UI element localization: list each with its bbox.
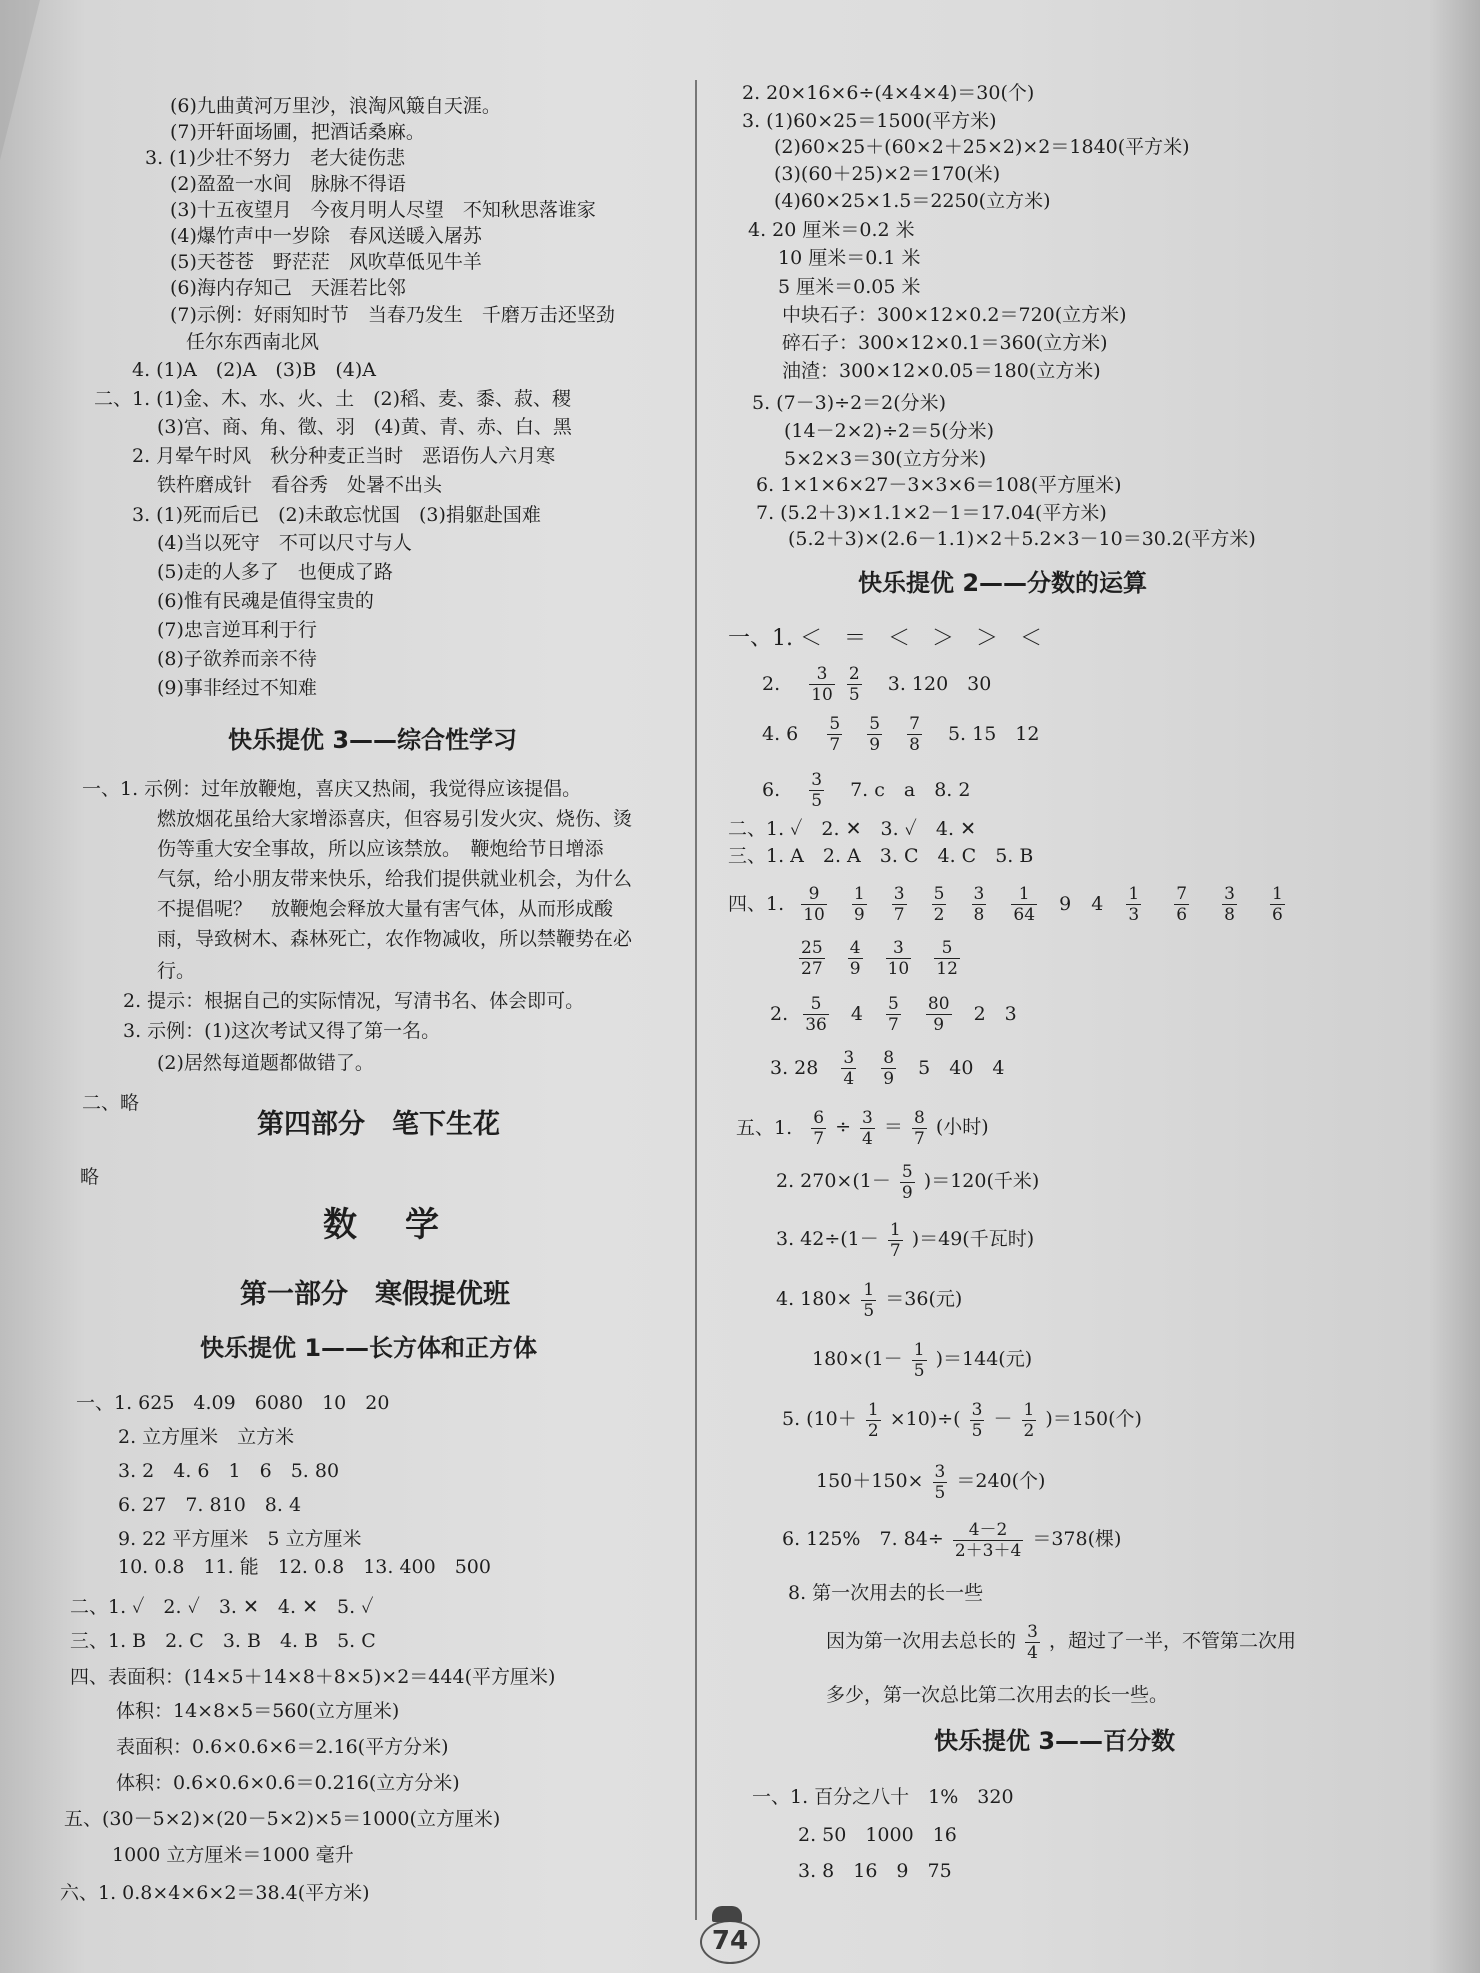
text-fragment: 5. (10＋ [782,1408,857,1430]
page-edge [1430,0,1480,1973]
fraction: $\frac{5}{7}$ [888,993,899,1035]
text-fragment: 7. c a 8. 2 [850,779,971,801]
fraction: $\frac{1}{7}$ [889,1219,901,1261]
fraction: $\frac{1}{2}$ [1023,1399,1035,1441]
text-fragment: 因为第一次用去总长的 [826,1630,1017,1652]
text-line: 5 厘米＝0.05 米 [778,276,921,298]
text-line: 3. 8 16 9 75 [798,1860,952,1882]
text-fragment: )＝49(千瓦时) [911,1228,1035,1250]
text-line: 五、(30－5×2)×(20－5×2)×5＝1000(立方厘米) [64,1808,501,1830]
fraction: $\frac{1}{5}$ [913,1339,925,1381]
text-fragment: 4 [1091,893,1104,915]
item-label: 6. [762,779,781,801]
text-line: (2)盈盈一水间 脉脉不得语 [170,173,406,195]
part-heading: 第四部分 笔下生花 [257,1109,500,1140]
text-line: (4)当以死守 不可以尺寸与人 [157,532,412,554]
text-line: (6)九曲黄河万里沙，浪淘风簸自天涯。 [170,95,501,117]
fraction: $\frac{6}{7}$ [813,1107,825,1149]
text-line: 燃放烟花虽给大家增添喜庆，但容易引发火灾、烧伤、烫 [157,808,633,830]
fraction: $\frac{1}{3}$ [1128,883,1140,925]
text-line: 二、1. ✓ 2. ✕ 3. ✓ 4. ✕ [728,818,977,840]
text-line: 3. (1)60×25＝1500(平方米) [742,110,997,132]
section-heading: 快乐提优 2——分数的运算 [858,569,1148,597]
fraction: $\frac{1}{6}$ [1271,883,1283,925]
fraction: $\frac{2}{5}$ [848,663,860,705]
section-heading: 快乐提优 3——百分数 [934,1727,1176,1755]
fraction: $\frac{3}{4}$ [862,1107,873,1149]
fraction: $\frac{1}{9}$ [853,883,865,925]
text-line: (2)60×25＋(60×2＋25×2)×2＝1840(平方米) [774,136,1190,158]
text-line: 3. 2 4. 6 1 6 5. 80 [118,1460,340,1482]
text-fragment: 5 40 4 [918,1057,1005,1079]
fraction: $\frac{1}{5}$ [863,1279,875,1321]
text-line: 行。 [157,960,196,982]
text-fragment: 4. 180× [776,1288,853,1310]
text-line: 一、1. 示例：过年放鞭炮，喜庆又热闹，我觉得应该提倡。 [82,778,582,800]
part-heading: 第一部分 寒假提优班 [240,1279,510,1310]
fraction: $\frac{5}{36}$ [805,993,827,1035]
text-line: 4. (1)A (2)A (3)B (4)A [132,359,376,381]
text-line: (2)居然每道题都做错了。 [157,1052,374,1074]
text-line: 不提倡呢？ 放鞭炮会释放大量有害气体，从而形成酸 [157,898,614,920]
fraction: $\frac{25}{27}$ [801,937,823,979]
fraction-line [796,934,963,980]
fraction: $\frac{3}{5}$ [934,1461,946,1503]
text-line: (5)天苍苍 野茫茫 风吹草低见牛羊 [170,251,482,273]
fraction: $\frac{5}{7}$ [829,713,841,755]
text-line: 一、1. ＜ ＝ ＜ ＞ ＞ ＜ [728,626,1042,651]
item-label: 2. [770,1003,789,1025]
text-line: 三、1. A 2. A 3. C 4. C 5. B [728,845,1034,867]
fraction: $\frac{5}{9}$ [901,1161,913,1203]
text-line: 略 [80,1166,100,1188]
text-line: 2. 立方厘米 立方米 [118,1426,295,1448]
text-fragment: ＝378(棵) [1032,1528,1122,1550]
text-fragment: 2 3 [973,1003,1017,1025]
text-fragment: (小时) [935,1116,989,1138]
text-fragment: 6. 125% 7. 84÷ [782,1528,944,1550]
text-fragment: 4 [850,1003,863,1025]
text-line: 体积：14×8×5＝560(立方厘米) [116,1700,400,1722]
text-fragment: 5. 15 12 [947,723,1040,745]
text-line: (8)子欲养而亲不待 [157,648,317,670]
text-line: 10 厘米＝0.1 米 [778,247,921,269]
text-line: 气氛，给小朋友带来快乐，给我们提供就业机会，为什么 [157,868,633,890]
text-line: 体积：0.6×0.6×0.6＝0.216(立方分米) [116,1772,460,1794]
fraction: $\frac{4-2}{2+3+4}$ [954,1519,1022,1561]
text-fragment: 3. 120 30 [887,673,992,695]
fraction-line [728,880,1288,927]
text-line: 四、表面积：(14×5＋14×8＋8×5)×2＝444(平方厘米) [70,1666,556,1688]
text-line: 9. 22 平方厘米 5 立方厘米 [118,1528,362,1550]
text-line: (4)60×25×1.5＝2250(立方米) [774,190,1051,212]
fraction: $\frac{7}{6}$ [1176,883,1188,925]
text-line: 3. 示例：(1)这次考试又得了第一名。 [123,1020,441,1042]
operator: ÷ [835,1116,851,1138]
fraction: $\frac{3}{4}$ [1027,1621,1038,1663]
text-fragment: )＝144(元) [935,1348,1033,1370]
item-label: 四、1. [728,893,785,915]
text-line: (6)海内存知己 天涯若比邻 [170,277,406,299]
text-line: 2. 提示：根据自己的实际情况，写清书名、体会即可。 [123,990,585,1012]
text-fragment: ×10)÷( [889,1408,961,1430]
text-line: 3. (1)少壮不努力 老大徒伤悲 [145,147,406,169]
text-line: 油渣：300×12×0.05＝180(立方米) [782,360,1101,382]
text-line: 伤等重大安全事故，所以应该禁放。 鞭炮给节日增添 [157,838,604,860]
fraction-line [762,766,990,813]
text-line: 6. 1×1×6×27－3×3×6＝108(平方厘米) [756,474,1122,496]
fraction: $\frac{1}{64}$ [1013,883,1036,925]
column-divider [695,80,697,1920]
text-line: 二、1. (1)金、木、水、火、土 (2)稻、麦、黍、菽、稷 [94,388,571,410]
page-number-text: 74 [711,1926,749,1956]
fraction-line [770,1044,1025,1091]
fraction: $\frac{4}{9}$ [849,937,861,979]
fraction-line [812,1336,1032,1382]
text-line: 雨，导致树木、森林死亡，农作物减收，所以禁鞭势在必 [157,928,633,950]
fraction: $\frac{80}{9}$ [927,993,950,1035]
text-fragment: 9 [1059,893,1072,915]
text-fragment: 4. 6 [762,723,799,745]
fraction-line [776,1276,962,1322]
fraction: $\frac{5}{2}$ [933,883,945,925]
fraction: $\frac{8}{7}$ [913,1107,925,1149]
fraction: $\frac{3}{5}$ [971,1399,983,1441]
text-fragment: 2. 270×(1－ [776,1170,891,1192]
text-fragment: )＝120(千米) [923,1170,1040,1192]
text-line: 4. 20 厘米＝0.2 米 [748,219,915,241]
fraction: $\frac{9}{10}$ [803,883,825,925]
fraction-line [770,990,1037,1037]
fraction-line [782,1516,1121,1562]
text-line: 六、1. 0.8×4×6×2＝38.4(平方米) [60,1882,370,1904]
section-heading: 快乐提优 1——长方体和正方体 [200,1334,538,1362]
text-line: 中块石子：300×12×0.2＝720(立方米) [782,304,1127,326]
text-line: 一、1. 百分之八十 1% 320 [752,1786,1014,1808]
text-line: 二、略 [82,1092,140,1114]
text-line: (9)事非经过不知难 [157,677,317,699]
fraction: $\frac{3}{4}$ [843,1047,855,1089]
text-line: 5. (7－3)÷2＝2(分米) [752,392,947,414]
text-line: 任尔东西南北风 [186,331,320,353]
text-line: 一、1. 625 4.09 6080 10 20 [76,1392,390,1414]
text-fragment: 3. 42÷(1－ [776,1228,879,1250]
fraction: $\frac{7}{8}$ [909,713,920,755]
item-label: 2. [762,673,781,695]
text-fragment: ＝240(个) [956,1470,1046,1492]
text-line: 5×2×3＝30(立方分米) [784,448,987,470]
fraction: $\frac{3}{8}$ [1224,883,1235,925]
fraction-line [816,1458,1045,1504]
fraction: $\frac{8}{9}$ [883,1047,895,1089]
fraction: $\frac{3}{10}$ [811,663,833,705]
text-fragment: ＝36(元) [885,1288,963,1310]
text-fragment: 150＋150× [816,1470,924,1492]
operator: ＝ [883,1116,903,1138]
fraction: $\frac{3}{5}$ [811,769,823,811]
fraction-line [736,1104,989,1151]
text-line: (5.2＋3)×(2.6－1.1)×2＋5.2×3－10＝30.2(平方米) [788,528,1256,550]
text-line: 6. 27 7. 810 8. 4 [118,1494,302,1516]
text-line: 多少，第一次总比第二次用去的长一些。 [826,1684,1169,1706]
text-line: 表面积：0.6×0.6×6＝2.16(平方分米) [116,1736,449,1758]
fraction: $\frac{3}{8}$ [973,883,985,925]
text-line: 三、1. B 2. C 3. B 4. B 5. C [70,1630,376,1652]
text-line: 1000 立方厘米＝1000 毫升 [112,1844,354,1866]
text-line: (3)宫、商、角、徵、羽 (4)黄、青、赤、白、黑 [157,416,572,438]
text-fragment: 180×(1－ [812,1348,903,1370]
subject-title: 数学 [323,1205,487,1245]
text-fragment: 3. 28 [770,1057,819,1079]
item-label: 五、1. [736,1117,793,1139]
fraction: $\frac{1}{2}$ [867,1399,879,1441]
page-number [700,1910,760,1960]
fraction-line [776,1158,1039,1204]
text-line: 2. 50 1000 16 [798,1824,957,1846]
text-line: 2. 月晕午时风 秋分种麦正当时 恶语伤人六月寒 [132,445,556,467]
fraction: $\frac{3}{7}$ [893,883,905,925]
text-line: (7)开轩面场圃，把酒话桑麻。 [170,121,425,143]
text-line: 碎石子：300×12×0.1＝360(立方米) [782,332,1108,354]
fraction: $\frac{3}{10}$ [887,937,910,979]
fraction-line [762,660,1011,707]
text-line: (6)惟有民魂是值得宝贵的 [157,590,374,612]
fraction-line [782,1396,1142,1442]
section-heading: 快乐提优 3——综合性学习 [228,726,518,754]
text-line: (14－2×2)÷2＝5(分米) [784,420,995,442]
text-line: 2. 20×16×6÷(4×4×4)＝30(个) [742,82,1035,104]
text-fragment: )＝150(个) [1045,1408,1142,1430]
mascot-hat-icon [712,1906,742,1922]
text-line: (7)忠言逆耳利于行 [157,619,317,641]
text-line: 3. (1)死而后已 (2)未敢忘忧国 (3)捐躯赴国难 [132,504,541,526]
fraction: $\frac{5}{9}$ [869,713,881,755]
text-line: 10. 0.8 11. 能 12. 0.8 13. 400 500 [118,1556,491,1578]
operator: － [993,1408,1013,1430]
folded-corner [0,0,40,160]
text-line: 7. (5.2＋3)×1.1×2－1＝17.04(平方米) [756,502,1107,524]
fraction-line [826,1618,1296,1664]
text-line: 铁杵磨成针 看谷秀 处暑不出头 [157,474,443,496]
text-line: 二、1. ✓ 2. ✓ 3. ✕ 4. ✕ 5. ✓ [70,1596,374,1618]
text-line: (5)走的人多了 也便成了路 [157,561,393,583]
text-line: (3)(60＋25)×2＝170(米) [774,163,1001,185]
text-fragment: ，超过了一半，不管第二次用 [1048,1630,1296,1652]
text-line: (3)十五夜望月 今夜月明人尽望 不知秋思落谁家 [170,199,596,221]
text-line: (7)示例：好雨知时节 当春乃发生 千磨万击还坚劲 [170,304,615,326]
text-line: (4)爆竹声中一岁除 春风送暖入屠苏 [170,225,482,247]
fraction: $\frac{5}{12}$ [936,937,958,979]
text-line: 8. 第一次用去的长一些 [788,1582,984,1604]
fraction-line [776,1216,1034,1262]
fraction-line [762,710,1059,757]
